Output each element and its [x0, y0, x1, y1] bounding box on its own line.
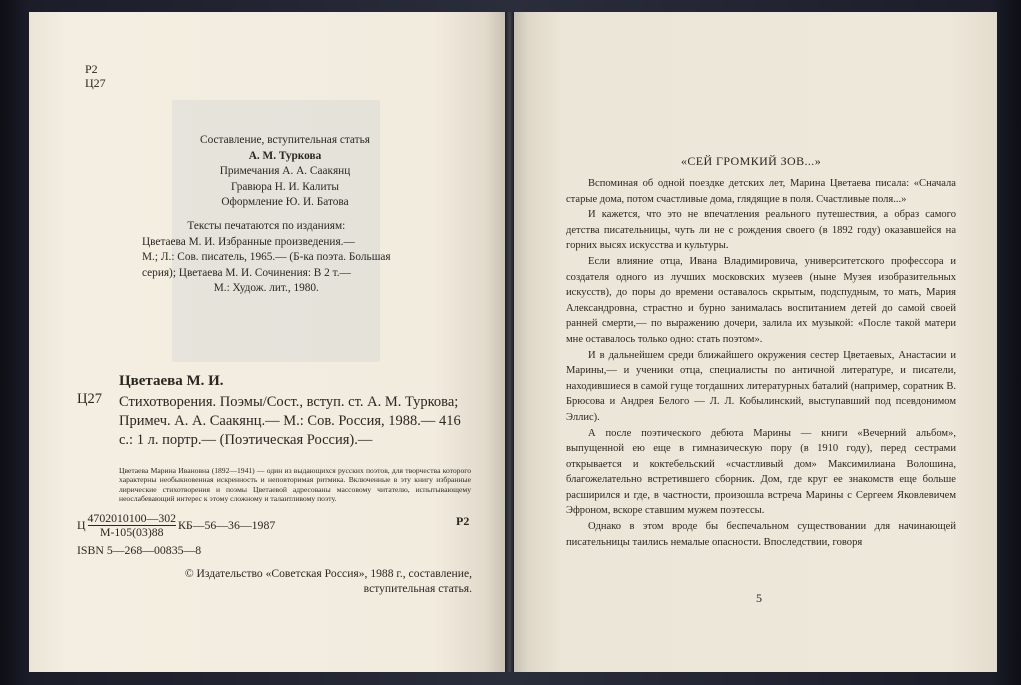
- catalog-letter: Ц: [77, 518, 86, 532]
- essay-paragraph: И кажется, что это не впечатления реального путешествия, а образ самого детства писательницы, чуть ли не с рождения своего (в 1892 году) оказавшейся на горних высях искусства и культуры.: [566, 209, 956, 252]
- sources-line: М.; Л.: Сов. писатель, 1965.— (Б-ка поэта. Большая: [142, 251, 391, 264]
- catalog-rest: КБ—56—36—1987: [178, 518, 276, 532]
- sources-line: серия); Цветаева М. И. Сочинения: В 2 т.—: [142, 266, 351, 279]
- page-number: 5: [756, 591, 762, 605]
- bib-author: Цветаева М. И.: [119, 373, 224, 389]
- essay-paragraph: Если влияние отца, Ивана Владимировича, университетского профессора и создателя одного из лучших московских музеев (ныне Музея изобразительных искусств), до поры до времени оставалось скрытым, подспудным, то мать, Мария Александровна, страстно и бурно занималась воспитанием детей до самой своей ранней смерти,— по выражению дочери, залила их музыкой: «После такой матери мне оставалось только одно: стать поэтом».: [566, 255, 956, 345]
- bib-code: Ц27: [77, 391, 102, 407]
- credit-line: Оформление Ю. И. Батова: [221, 196, 349, 209]
- library-code: Р2: [85, 62, 98, 76]
- credit-line: Примечания А. А. Саакянц: [219, 165, 351, 178]
- library-code: Ц27: [85, 76, 106, 90]
- annotation: Цветаева Марина Ивановна (1892—1941) — один из выдающихся русских поэтов, для творчества которого характерны необыкновенная искренность и неповторимая ритмика. Включенные в эту книгу избранные лирические стихотворения и поэмы Цветаевой адресованы массовому читателю, испытывающему неослабевающий интерес к этому сложному и талантливому поэту.: [119, 466, 471, 504]
- essay-paragraph: А после поэтического дебюта Марины — книги «Вечерний альбом», выпущенной ею еще в гимназическую пору (в 1910 году), перед сестрами открывается и коктебельский «счастливый дом» Максимилиана Волошина, благожелательно встретившего сборник. Дом, где круг ее знакомств еще больше расширился и где, в частности, произошла встреча Марины с Сергеем Яковлевичем Эфроном, вскоре ставшим мужем поэтессы.: [566, 427, 956, 517]
- bib-description: [119, 393, 471, 450]
- essay-title: «СЕЙ ГРОМКИЙ ЗОВ...»: [681, 154, 822, 168]
- credit-line: Гравюра Н. И. Калиты: [230, 180, 340, 193]
- isbn: ISBN 5—268—00835—8: [77, 543, 202, 557]
- essay-paragraph: Вспоминая об одной поездке детских лет, Марина Цветаева писала: «Сначала старые дома, потом счастливые дома, глядящие в поля. Счастливые поля...»: [566, 178, 956, 205]
- catalog-code: Р2: [456, 514, 470, 528]
- credits-block: [150, 133, 420, 211]
- sources-line: Тексты печатаются по изданиям:: [187, 220, 346, 232]
- essay-text: [566, 176, 956, 550]
- sources-line: Цветаева М. И. Избранные произведения.—: [142, 235, 355, 248]
- credit-line: Составление, вступительная статья: [200, 134, 370, 146]
- book-gutter: [505, 12, 514, 672]
- sources-block: [142, 219, 391, 297]
- sources-line: М.: Худож. лит., 1980.: [213, 282, 319, 295]
- credit-line: А. М. Туркова: [248, 149, 322, 162]
- bib-description-text: Стихотворения. Поэмы/Сост., вступ. ст. А. М. Туркова; Примеч. А. А. Саакянц.— М.: Сов. Россия, 1988.— 416 с.: 1 л. портр.— (Поэтическая Россия).—: [119, 394, 461, 448]
- copyright: © Издательство «Советская Россия», 1988 г., составление, вступительная статья.: [184, 567, 472, 595]
- catalog-denominator: М-105(03)88: [99, 525, 164, 539]
- catalog-numerator: 4702010100—302: [87, 511, 177, 525]
- catalog-fraction: [88, 512, 176, 539]
- library-codes: [85, 62, 106, 90]
- essay-paragraph: Однако в этом вроде бы беспечальном существовании для начинающей писательницы таились немалые опасности. Впоследствии, говоря: [566, 521, 956, 548]
- essay-paragraph: И в дальнейшем среди ближайшего окружения сестер Цветаевых, Анастасии и Марины,— и ученики отца, специалисты по античной литературе, и писатели, находившиеся в самой гуще тогдашних литературных баталий (например, соратник В. Брюсова и Андрея Белого — Л. Л. Кобылинский, выступавший под псевдонимом Эллис).: [566, 349, 956, 423]
- catalog-number: [77, 512, 275, 539]
